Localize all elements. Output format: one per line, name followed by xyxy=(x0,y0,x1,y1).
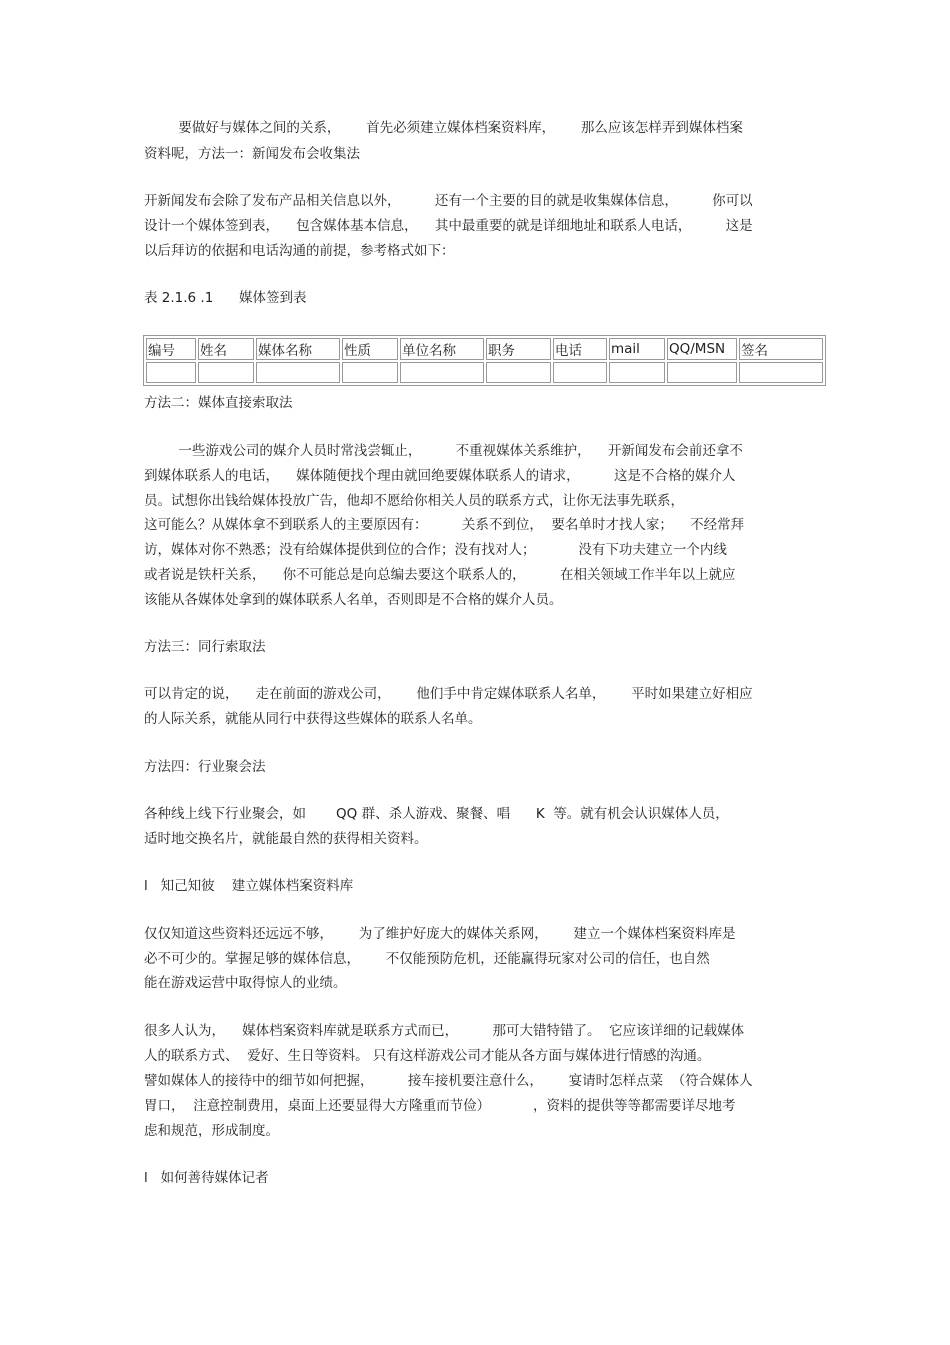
text-line: 能在游戏运营中取得惊人的业绩。 xyxy=(144,975,347,991)
section-heading: 方法二：媒体直接索取法 xyxy=(144,395,293,411)
bullet-heading: l 知己知彼 建立媒体档案资料库 xyxy=(144,878,354,894)
text-line: 必不可少的。掌握足够的媒体信息， 不仅能预防危机，还能赢得玩家对公司的信任，也自然 xyxy=(144,951,710,967)
column-header: 姓名 xyxy=(198,338,254,360)
table-cell[interactable] xyxy=(198,362,254,383)
text-line: 可以肯定的说， 走在前面的游戏公司， 他们手中肯定媒体联系人名单， 平时如果建立好相应 xyxy=(144,686,753,702)
text-line: 开新闻发布会除了发布产品相关信息以外， 还有一个主要的目的就是收集媒体信息， 你可以 xyxy=(144,193,753,209)
text-line: 譬如媒体人的接待中的细节如何把握， 接车接机要注意什么， 宴请时怎样点菜 （符合媒体人 xyxy=(144,1073,753,1089)
text-line: 以后拜访的依据和电话沟通的前提，参考格式如下： xyxy=(144,243,455,259)
column-header: 性质 xyxy=(342,338,398,360)
table-cell[interactable] xyxy=(146,362,196,383)
text-line: 虑和规范，形成制度。 xyxy=(144,1123,279,1139)
column-header: mail xyxy=(609,338,665,360)
column-header: 签名 xyxy=(739,338,823,360)
column-header: 职务 xyxy=(486,338,551,360)
text-line: 这可能么？从媒体拿不到联系人的主要原因有： 关系不到位， 要名单时才找人家； 不经常拜 xyxy=(144,517,745,533)
text-line: 适时地交换名片，就能最自然的获得相关资料。 xyxy=(144,831,428,847)
text-line: 员。试想你出钱给媒体投放广告，他却不愿给你相关人员的联系方式，让你无法事先联系， xyxy=(144,493,684,509)
table-caption: 表 2.1.6 .1 媒体签到表 xyxy=(144,290,307,306)
text-line: 人的联系方式、 爱好、生日等资料。 只有这样游戏公司才能从各方面与媒体进行情感的沟通。 xyxy=(144,1048,711,1064)
text-line: 访，媒体对你不熟悉；没有给媒体提供到位的合作；没有找对人； 没有下功夫建立一个内线 xyxy=(144,542,727,558)
column-header: 电话 xyxy=(553,338,607,360)
table-row xyxy=(146,362,823,383)
text-line: 胃口， 注意控制费用，桌面上还要显得大方隆重而节俭） ，资料的提供等等都需要详尽地考 xyxy=(144,1098,736,1114)
column-header: QQ/MSN xyxy=(667,338,737,360)
table-cell[interactable] xyxy=(739,362,823,383)
table-header-row xyxy=(146,338,823,360)
text-line: 仅仅知道这些资料还远远不够， 为了维护好庞大的媒体关系网， 建立一个媒体档案资料库是 xyxy=(144,926,736,942)
text-line: 各种线上线下行业聚会，如 QQ 群、杀人游戏、聚餐、唱 K 等。就有机会认识媒体人员， xyxy=(144,806,729,822)
column-header: 媒体名称 xyxy=(256,338,340,360)
table-cell[interactable] xyxy=(667,362,737,383)
table-cell[interactable] xyxy=(609,362,665,383)
text-line: 一些游戏公司的媒介人员时常浅尝辄止， 不重视媒体关系维护， 开新闻发布会前还拿不 xyxy=(144,443,743,459)
text-line: 或者说是铁杆关系， 你不可能总是向总编去要这个联系人的， 在相关领域工作半年以上就应 xyxy=(144,567,736,583)
column-header: 单位名称 xyxy=(400,338,484,360)
column-header: 编号 xyxy=(146,338,196,360)
text-line: 设计一个媒体签到表， 包含媒体基本信息， 其中最重要的就是详细地址和联系人电话， 这是 xyxy=(144,218,753,234)
table-cell[interactable] xyxy=(553,362,607,383)
media-signin-table xyxy=(143,335,826,386)
table-cell[interactable] xyxy=(342,362,398,383)
text-line: 要做好与媒体之间的关系， 首先必须建立媒体档案资料库， 那么应该怎样弄到媒体档案 xyxy=(144,120,743,136)
table-cell[interactable] xyxy=(400,362,484,383)
text-line: 的人际关系，就能从同行中获得这些媒体的联系人名单。 xyxy=(144,711,482,727)
text-line: 资料呢，方法一：新闻发布会收集法 xyxy=(144,146,360,162)
text-line: 该能从各媒体处拿到的媒体联系人名单，否则即是不合格的媒介人员。 xyxy=(144,592,563,608)
section-heading: 方法四：行业聚会法 xyxy=(144,759,266,775)
text-line: 到媒体联系人的电话， 媒体随便找个理由就回绝要媒体联系人的请求， 这是不合格的媒介人 xyxy=(144,468,736,484)
section-heading: 方法三：同行索取法 xyxy=(144,639,266,655)
bullet-heading: l 如何善待媒体记者 xyxy=(144,1170,269,1186)
text-line: 很多人认为， 媒体档案资料库就是联系方式而已， 那可大错特错了。 它应该详细的记载媒体 xyxy=(144,1023,745,1039)
table-cell[interactable] xyxy=(256,362,340,383)
table-cell[interactable] xyxy=(486,362,551,383)
